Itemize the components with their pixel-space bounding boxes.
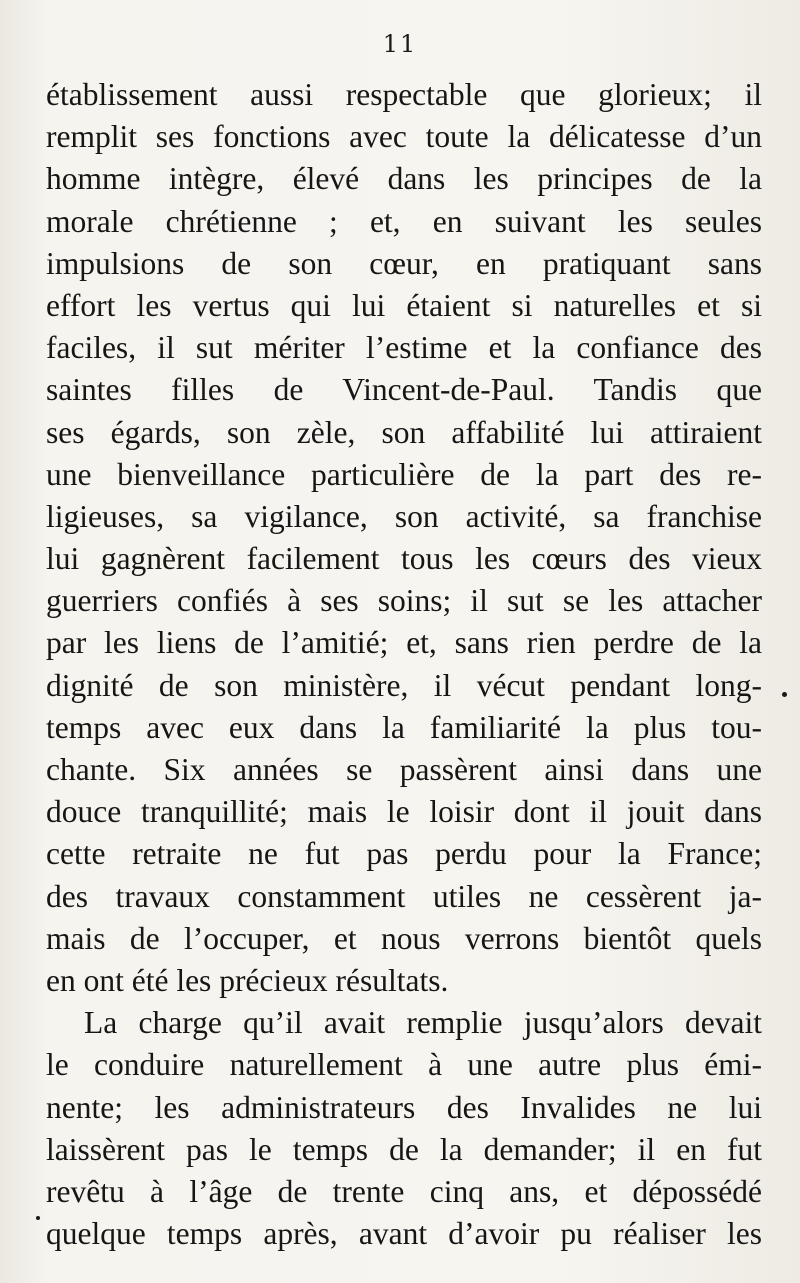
text-line: dignité de son ministère, il vécut pendant long- bbox=[46, 667, 762, 703]
text-line: quelque temps après, avant d’avoir pu réaliser les bbox=[46, 1216, 762, 1252]
text-line: le conduire naturellement à une autre plus émi- bbox=[46, 1047, 762, 1083]
text-line: morale chrétienne ; et, en suivant les seules bbox=[46, 203, 762, 239]
text-line: établissement aussi respectable que glorieux; il bbox=[46, 77, 762, 112]
text-line: faciles, il sut mériter l’estime et la confiance des bbox=[46, 330, 762, 366]
body-text bbox=[46, 74, 762, 1255]
text-line: remplit ses fonctions avec toute la délicatesse d’un bbox=[46, 119, 762, 155]
text-line: en ont été les précieux résultats. bbox=[46, 962, 449, 998]
text-line: douce tranquillité; mais le loisir dont il jouit dans bbox=[46, 794, 762, 830]
text-line: La charge qu’il avait remplie jusqu’alors devait bbox=[84, 1005, 762, 1041]
text-line: ses égards, son zèle, son affabilité lui attiraient bbox=[46, 414, 762, 450]
text-line: lui gagnèrent facilement tous les cœurs des vieux bbox=[46, 541, 762, 577]
text-line: cette retraite ne fut pas perdu pour la France; bbox=[46, 836, 762, 872]
text-line: ligieuses, sa vigilance, son activité, sa franchise bbox=[46, 498, 762, 534]
text-line: temps avec eux dans la familiarité la plus tou- bbox=[46, 709, 762, 745]
text-line: laissèrent pas le temps de la demander; il en fut bbox=[46, 1131, 762, 1167]
text-line: par les liens de l’amitié; et, sans rien perdre de la bbox=[46, 625, 762, 661]
paragraph-2 bbox=[46, 1002, 762, 1255]
page-number: 11 bbox=[382, 30, 418, 58]
ink-speck bbox=[782, 692, 787, 697]
text-line: revêtu à l’âge de trente cinq ans, et dépossédé bbox=[46, 1173, 762, 1209]
text-line: saintes filles de Vincent-de-Paul. Tandis que bbox=[46, 372, 762, 408]
text-line: effort les vertus qui lui étaient si naturelles et si bbox=[46, 287, 762, 323]
text-line: mais de l’occuper, et nous verrons bientôt quels bbox=[46, 920, 762, 956]
ink-speck bbox=[36, 1216, 40, 1220]
text-line: une bienveillance particulière de la part des re- bbox=[46, 456, 762, 492]
text-line: chante. Six années se passèrent ainsi dans une bbox=[46, 752, 762, 787]
text-line: guerriers confiés à ses soins; il sut se les attacher bbox=[46, 583, 762, 619]
text-line: impulsions de son cœur, en pratiquant sans bbox=[46, 245, 762, 281]
text-line: nente; les administrateurs des Invalides ne lui bbox=[46, 1089, 762, 1125]
text-line: homme intègre, élevé dans les principes de la bbox=[46, 161, 762, 197]
text-line: des travaux constamment utiles ne cessèrent ja- bbox=[46, 878, 762, 914]
paragraph-1 bbox=[46, 74, 762, 1002]
